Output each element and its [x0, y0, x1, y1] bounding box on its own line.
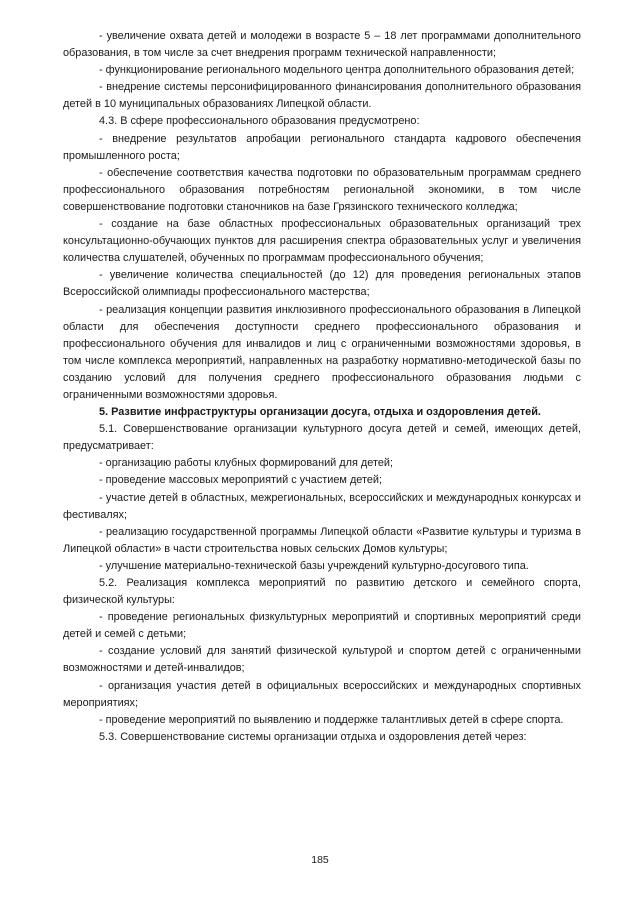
paragraph: 5.2. Реализация комплекса мероприятий по развитию детского и семейного спорта, физической культуры:	[63, 577, 581, 607]
paragraph: - проведение региональных физкультурных мероприятий и спортивных мероприятий среди детей и семей с детьми;	[63, 611, 581, 641]
body-text	[63, 28, 581, 746]
paragraph: - реализация концепции развития инклюзивного профессионального образования в Липецкой области для обеспечения доступности среднего профессионального образования и профессионального обучения для инвалидов и лиц с ограниченными возможностями здоровья, в том числе комплекса мероприятий, направленных на разработку нормативно-методической базы по созданию условий для получения среднего профессионального образования людьми с ограниченными возможностями здоровья.	[63, 303, 581, 401]
page-number: 185	[311, 854, 329, 866]
paragraph: - участие детей в областных, межрегиональных, всероссийских и международных конкурсах и фестивалях;	[63, 491, 581, 521]
paragraph: - функционирование регионального модельного центра дополнительного образования детей;	[99, 64, 575, 77]
section-heading: 5. Развитие инфраструктуры организации досуга, отдыха и оздоровления детей.	[99, 406, 541, 419]
paragraph: - внедрение результатов апробации регионального стандарта кадрового обеспечения промышленного роста;	[63, 132, 581, 162]
paragraph: - увеличение охвата детей и молодежи в возрасте 5 – 18 лет программами дополнительного образования, в том числе за счет внедрения программ технической направленности;	[63, 30, 581, 60]
paragraph: - создание на базе областных профессиональных образовательных организаций трех консультационно-обучающих пунктов для расширения спектра образовательных услуг и увеличения количества слушателей, обученных по программам профессионального обучения;	[63, 218, 581, 265]
paragraph: - проведение массовых мероприятий с участием детей;	[99, 474, 383, 487]
paragraph: - реализацию государственной программы Липецкой области «Развитие культуры и туризма в Липецкой области» в части строительства новых сельских Домов культуры;	[63, 525, 581, 555]
paragraph: - обеспечение соответствия качества подготовки по образовательным программам среднего профессионального образования потребностям региональной экономики, в том числе совершенствование подготовки станочников на базе Грязинского технического колледжа;	[63, 166, 581, 213]
paragraph: - создание условий для занятий физической культурой и спортом детей с ограниченными возможностями и детей-инвалидов;	[63, 645, 581, 675]
paragraph: 4.3. В сфере профессионального образования предусмотрено:	[99, 115, 420, 128]
paragraph: - организация участия детей в официальных всероссийских и международных спортивных мероприятиях;	[63, 679, 581, 709]
paragraph: - улучшение материально-технической базы учреждений культурно-досугового типа.	[99, 559, 529, 572]
paragraph: - внедрение системы персонифицированного финансирования дополнительного образования детей в 10 муниципальных образованиях Липецкой области.	[63, 81, 581, 111]
paragraph: - организацию работы клубных формирований для детей;	[99, 457, 393, 470]
paragraph: - увеличение количества специальностей (до 12) для проведения региональных этапов Всероссийской олимпиады профессионального мастерства;	[63, 269, 581, 299]
paragraph: - проведение мероприятий по выявлению и поддержке талантливых детей в сфере спорта.	[99, 713, 564, 726]
paragraph: 5.1. Совершенствование организации культурного досуга детей и семей, имеющих детей, предусматривает:	[63, 423, 581, 453]
paragraph: 5.3. Совершенствование системы организации отдыха и оздоровления детей через:	[99, 730, 527, 743]
